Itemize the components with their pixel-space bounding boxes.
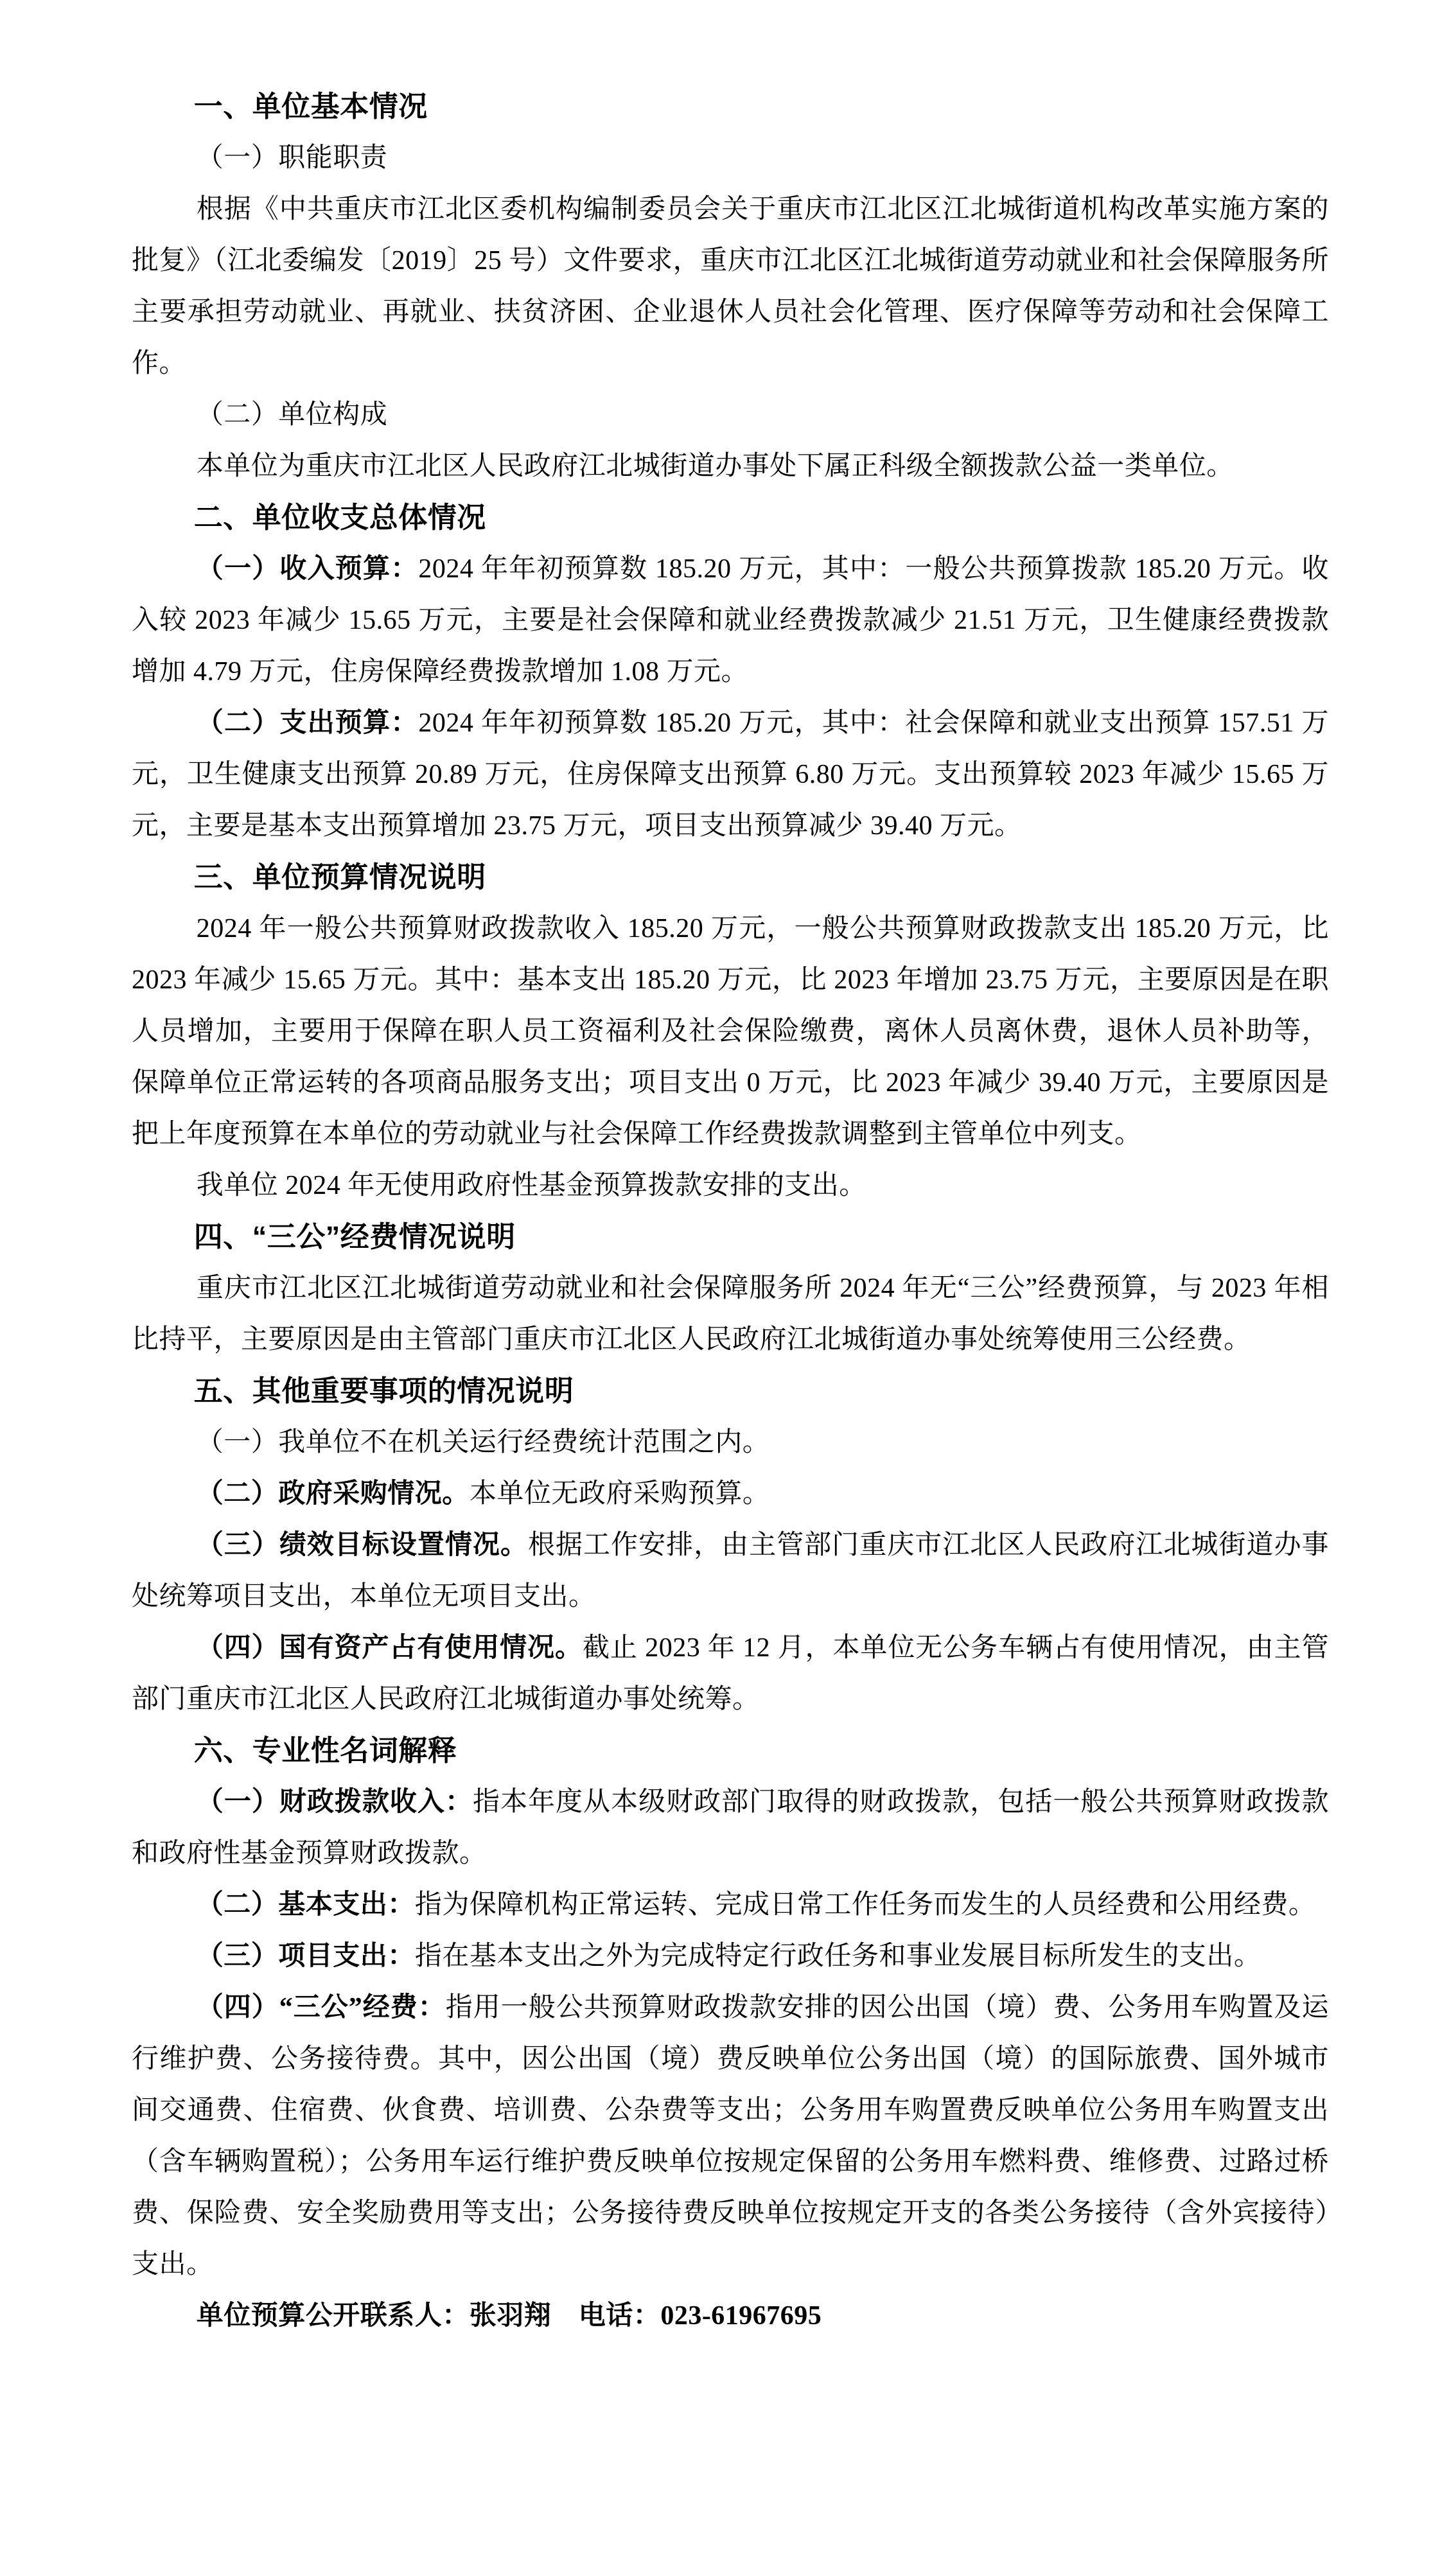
section-heading [132,1725,1329,1776]
bold-text-run: （二）政府采购情况。 [196,1479,470,1509]
paragraph [132,184,1329,389]
section-heading [132,1211,1329,1263]
bold-text-run: 六、专业性名词解释 [193,1734,457,1767]
bold-text-run: （三）绩效目标设置情况。 [196,1530,528,1560]
text-run: 根据《中共重庆市江北区委机构编制委员会关于重庆市江北区江北城街道机构改革实施方案的批复》（江北委编发〔2019〕25 号）文件要求，重庆市江北区江北城街道劳动就业和社会保障服务所主要承担劳动就业、再就业、扶贫济困、企业退休人员社会化管理、医疗保障等劳动和社会保障工作。 [132,195,1329,378]
text-run: 截止 2023 年 12 月，本单位无公务车辆占有使用情况，由主管部门重庆市江北区人民政府江北城街道办事处统筹。 [132,1633,1329,1714]
paragraph [132,132,1329,184]
contact-line [132,2290,1329,2342]
document-body [132,81,1329,2342]
bold-text-run: （二）支出预算： [196,708,419,738]
paragraph [132,1622,1329,1725]
paragraph [132,1776,1329,1879]
bold-text-run: （二）基本支出： [196,1890,415,1920]
paragraph [132,1982,1329,2290]
text-run: 指用一般公共预算财政拨款安排的因公出国（境）费、公务用车购置及运行维护费、公务接待费。其中，因公出国（境）费反映单位公务出国（境）的国际旅费、国外城市间交通费、住宿费、伙食费、培训费、公杂费等支出；公务用车购置费反映单位公务用车购置支出（含车辆购置税）；公务用车运行维护费反映单位按规定保留的公务用车燃料费、维修费、过路过桥费、保险费、安全奖励费用等支出；公务接待费反映单位按规定开支的各类公务接待（含外宾接待）支出。 [132,1993,1329,2279]
paragraph [132,1468,1329,1520]
text-run: 2024 年年初预算数 185.20 万元，其中：一般公共预算拨款 185.20 万元。收入较 2023 年减少 15.65 万元，主要是社会保障和就业经费拨款减少 21.51 万元，卫生健康经费拨款增加 4.79 万元，住房保障经费拨款增加 1.08 万元。 [132,554,1329,687]
paragraph [132,1417,1329,1468]
bold-text-run: （一）收入预算： [196,554,419,584]
section-heading [132,81,1329,132]
bold-text-run: 一、单位基本情况 [193,90,428,123]
text-run: 我单位 2024 年无使用政府性基金预算拨款安排的支出。 [196,1171,866,1200]
paragraph [132,1263,1329,1365]
paragraph [132,441,1329,492]
paragraph [132,1160,1329,1211]
text-run: （一）我单位不在机关运行经费统计范围之内。 [196,1428,770,1457]
bold-text-run: 023-61967695 [660,2301,822,2331]
bold-text-run: 五、其他重要事项的情况说明 [193,1374,574,1407]
text-run: 本单位为重庆市江北区人民政府江北城街道办事处下属正科级全额拨款公益一类单位。 [196,451,1234,481]
paragraph [132,543,1329,697]
section-heading [132,852,1329,903]
text-run: （二）单位构成 [196,400,388,430]
text-run: 2024 年年初预算数 185.20 万元，其中：社会保障和就业支出预算 157.51 万元，卫生健康支出预算 20.89 万元，住房保障支出预算 6.80 万元。支出预算较 2023 年减少 15.65 万元，主要是基本支出预算增加 23.75 万元，项目支出预算减少 39.40 万元。 [132,708,1329,841]
bold-text-run: （四）国有资产占有使用情况。 [196,1633,583,1663]
paragraph [132,389,1329,441]
text-run: 根据工作安排，由主管部门重庆市江北区人民政府江北城街道办事处统筹项目支出，本单位无项目支出。 [132,1530,1329,1611]
bold-text-run: （四）“三公”经费： [196,1993,446,2022]
bold-text-run: （三）项目支出： [196,1941,415,1971]
text-run: 指为保障机构正常运转、完成日常工作任务而发生的人员经费和公用经费。 [414,1890,1316,1920]
paragraph [132,1931,1329,1982]
text-run: （一）职能职责 [196,143,388,173]
section-heading [132,492,1329,543]
section-heading [132,1365,1329,1417]
bold-text-run: 四、“三公”经费情况说明 [193,1220,516,1253]
bold-text-run: 单位预算公开联系人：张羽翔 电话： [196,2301,661,2331]
text-run: 2024 年一般公共预算财政拨款收入 185.20 万元，一般公共预算财政拨款支出 185.20 万元，比 2023 年减少 15.65 万元。其中：基本支出 185.20 万元，比 2023 年增加 23.75 万元，主要原因是在职人员增加，主要用于保障在职人员工资福利及社会保险缴费，离休人员离休费，退休人员补助等，保障单位正常运转的各项商品服务支出；项目支出 0 万元，比 2023 年减少 39.40 万元，主要原因是把上年度预算在本单位的劳动就业与社会保障工作经费拨款调整到主管单位中列支。 [132,914,1329,1149]
text-run: 重庆市江北区江北城街道劳动就业和社会保障服务所 2024 年无“三公”经费预算，与 2023 年相比持平，主要原因是由主管部门重庆市江北区人民政府江北城街道办事处统筹使用三公经费。 [132,1274,1329,1354]
text-run: 指本年度从本级财政部门取得的财政拨款，包括一般公共预算财政拨款和政府性基金预算财政拨款。 [132,1787,1329,1868]
bold-text-run: 三、单位预算情况说明 [193,861,486,893]
paragraph [132,1879,1329,1931]
bold-text-run: 二、单位收支总体情况 [193,501,486,534]
paragraph [132,697,1329,852]
bold-text-run: （一）财政拨款收入： [196,1787,473,1817]
text-run: 本单位无政府采购预算。 [469,1479,770,1509]
paragraph [132,1520,1329,1622]
paragraph [132,903,1329,1160]
text-run: 指在基本支出之外为完成特定行政任务和事业发展目标所发生的支出。 [414,1941,1262,1971]
